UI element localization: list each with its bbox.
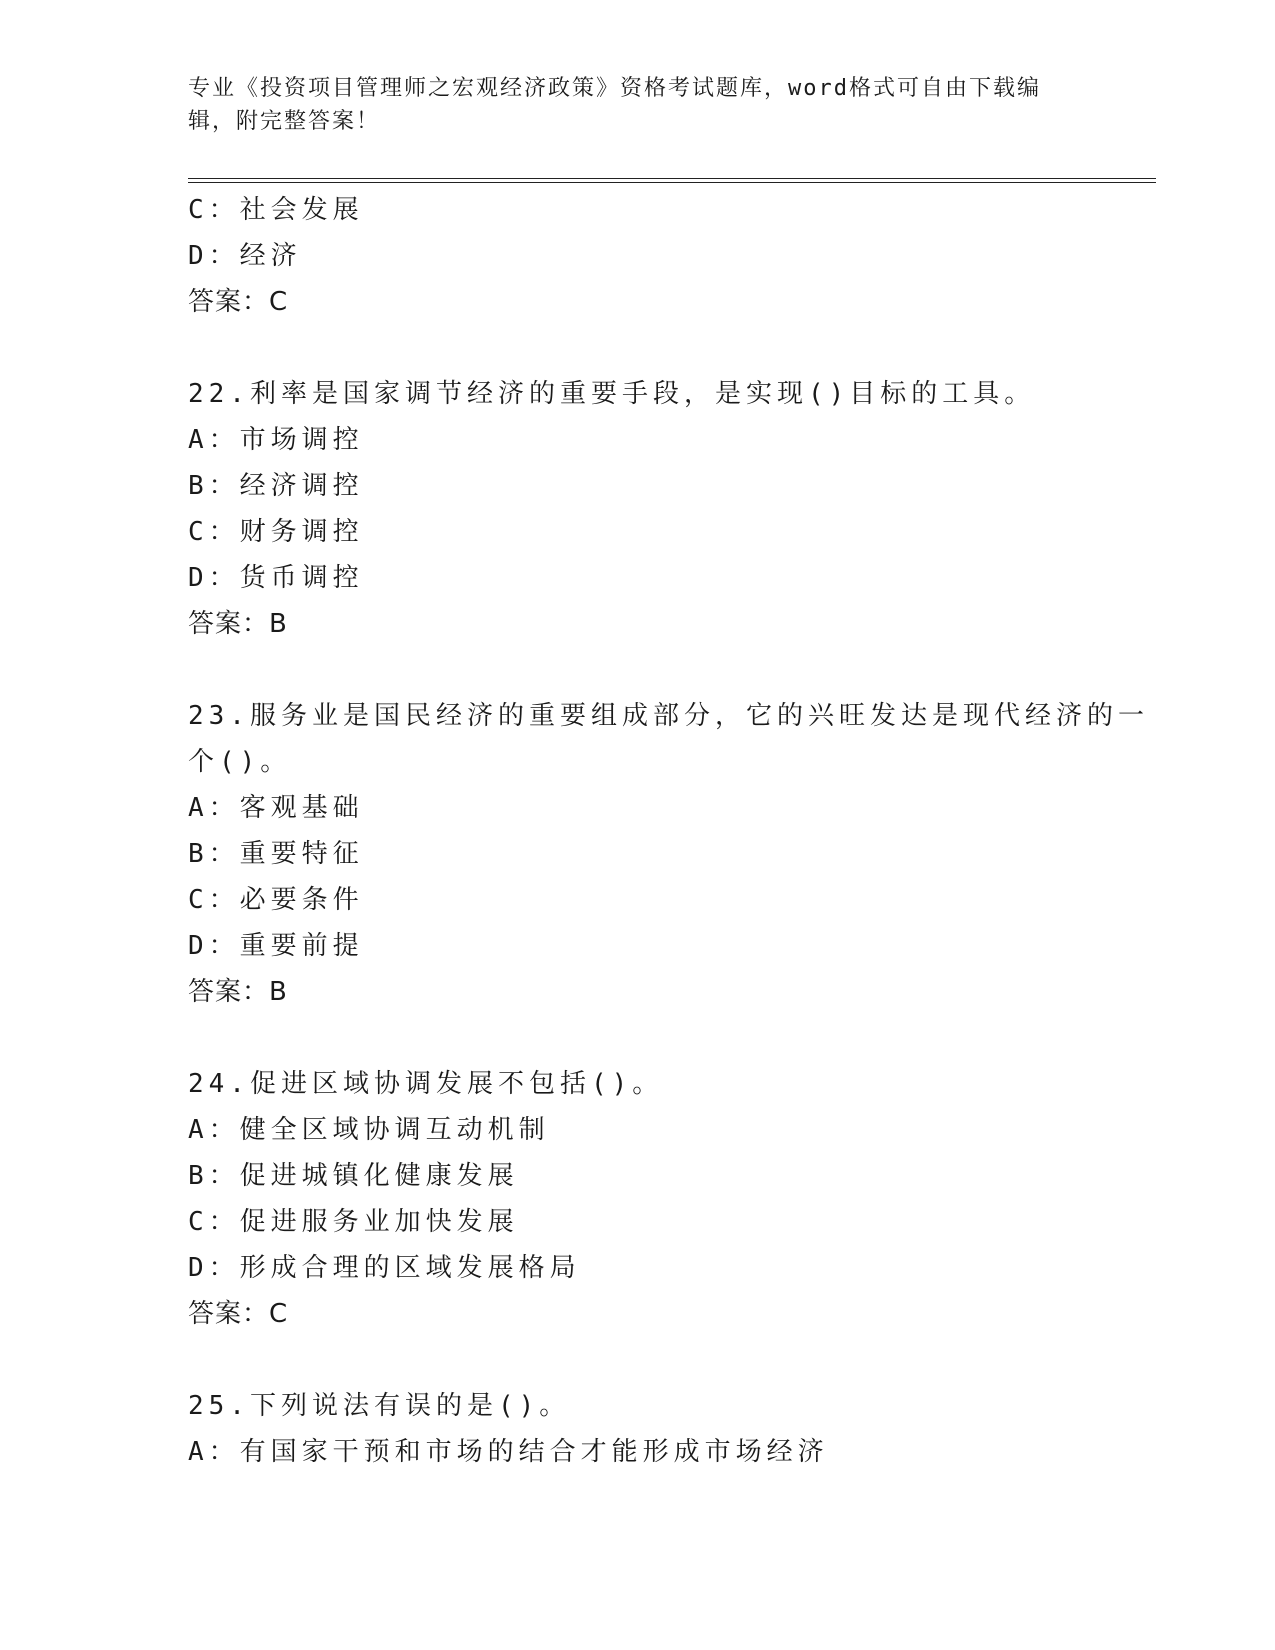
question-24 (188, 1061, 1156, 1337)
header-line-2: 辑，附完整答案！ (188, 109, 381, 134)
question-list (188, 187, 1156, 1475)
spacer (188, 1015, 1156, 1061)
spacer (188, 647, 1156, 693)
spacer (188, 1337, 1156, 1383)
header-divider (188, 178, 1156, 183)
answer: 答案：C (188, 287, 289, 317)
option-c: C：促进服务业加快发展 (188, 1207, 519, 1237)
question-25 (188, 1383, 1156, 1475)
answer: 答案：C (188, 1299, 289, 1329)
question-stem: 24.促进区域协调发展不包括()。 (188, 1069, 664, 1099)
question-stem-continued: 个()。 (188, 747, 292, 777)
option-c: C：必要条件 (188, 885, 364, 915)
header-line-1: 专业《投资项目管理师之宏观经济政策》资格考试题库，word格式可自由下载编 (188, 76, 1041, 101)
question-23 (188, 693, 1156, 1015)
option-a: A：市场调控 (188, 425, 364, 455)
option-a: A：健全区域协调互动机制 (188, 1115, 550, 1145)
document-header (188, 72, 1088, 138)
answer: 答案：B (188, 609, 288, 639)
option-b: B：重要特征 (188, 839, 364, 869)
question-stem: 23.服务业是国民经济的重要组成部分，它的兴旺发达是现代经济的一 (188, 701, 1149, 731)
option-d: D：经济 (188, 241, 302, 271)
option-d: D：货币调控 (188, 563, 364, 593)
answer: 答案：B (188, 977, 288, 1007)
option-d: D：重要前提 (188, 931, 364, 961)
option-c: C：社会发展 (188, 195, 364, 225)
option-a: A：有国家干预和市场的结合才能形成市场经济 (188, 1437, 829, 1467)
option-a: A：客观基础 (188, 793, 364, 823)
question-21-continued (188, 187, 1156, 325)
question-stem: 25.下列说法有误的是()。 (188, 1391, 571, 1421)
question-stem: 22.利率是国家调节经济的重要手段，是实现()目标的工具。 (188, 379, 1036, 409)
option-d: D：形成合理的区域发展格局 (188, 1253, 581, 1283)
spacer (188, 325, 1156, 371)
option-c: C：财务调控 (188, 517, 364, 547)
question-22 (188, 371, 1156, 647)
option-b: B：促进城镇化健康发展 (188, 1161, 519, 1191)
option-b: B：经济调控 (188, 471, 364, 501)
